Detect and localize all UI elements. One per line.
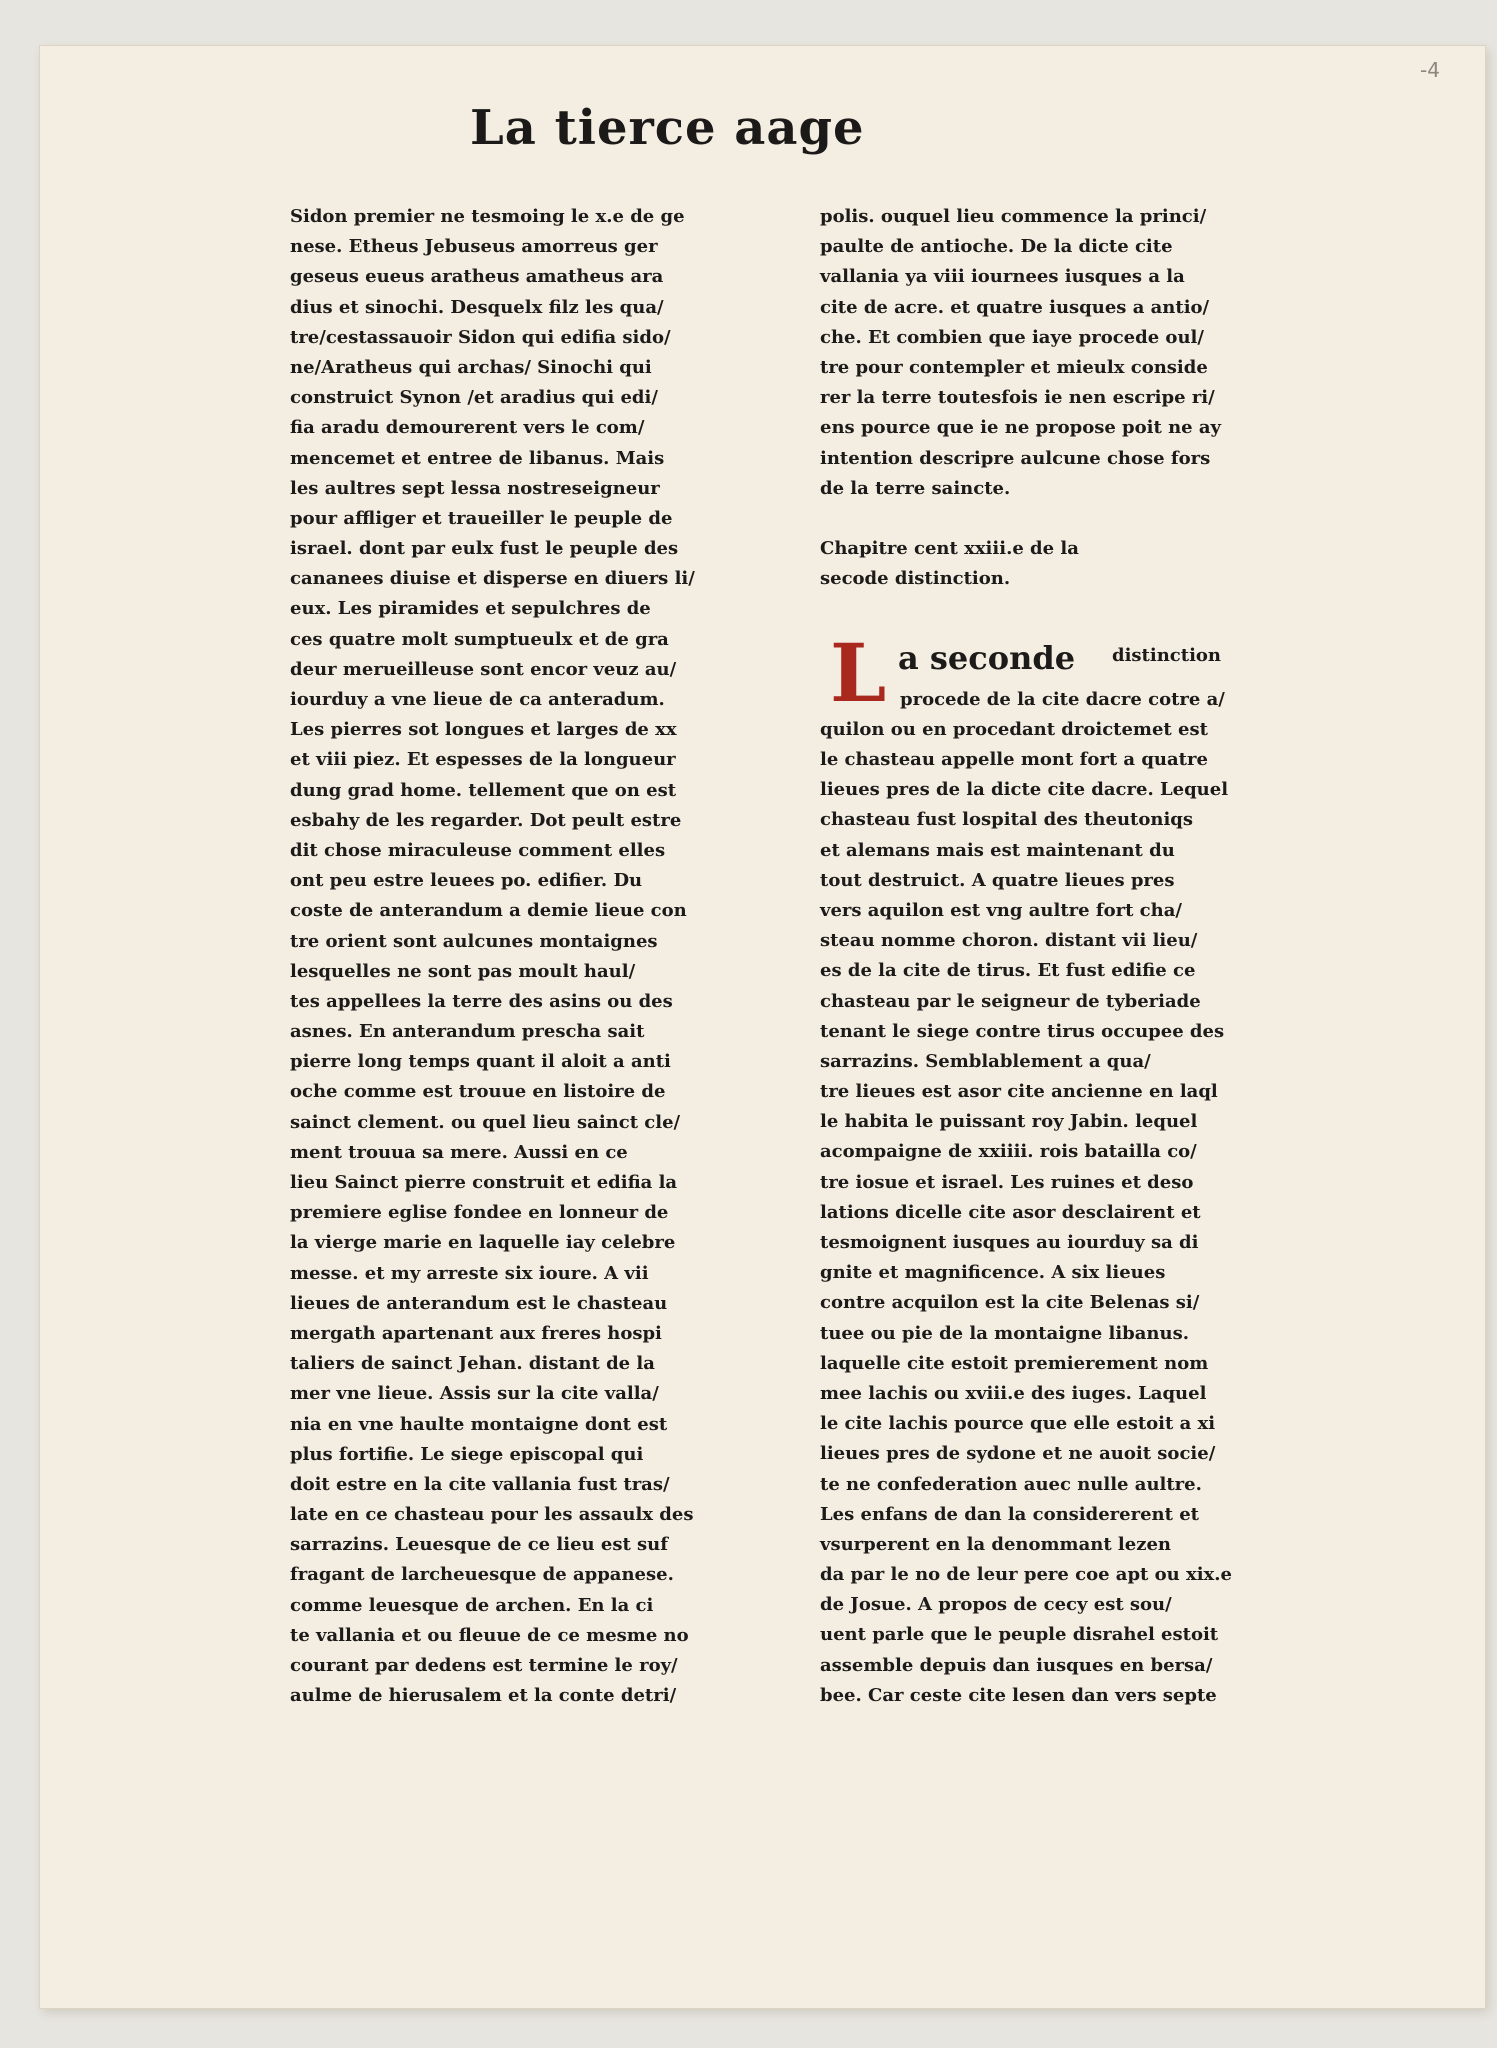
text-line: fragant de larcheuesque de appanese. bbox=[290, 1564, 674, 1586]
text-line: tuee ou pie de la montaigne libanus. bbox=[820, 1322, 1189, 1344]
text-line: quilon ou en procedant droictemet est bbox=[820, 718, 1208, 740]
text-line: lations dicelle cite asor desclairent et bbox=[820, 1201, 1201, 1223]
text-line: lieues de anterandum est le chasteau bbox=[290, 1292, 668, 1314]
text-line: sarrazins. Leuesque de ce lieu est suf bbox=[290, 1534, 669, 1556]
text-line: de la terre saincte. bbox=[820, 477, 1011, 499]
text-line: vsurperent en la denommant lezen bbox=[820, 1533, 1171, 1555]
text-line: es de la cite de tirus. Et fust edifie ce bbox=[820, 960, 1196, 982]
text-line: lieu Sainct pierre construit et edifia la bbox=[290, 1172, 678, 1193]
text-line: israel. dont par eulx fust le peuple des bbox=[290, 538, 679, 560]
text-line: te vallania et ou fleuue de ce mesme no bbox=[290, 1624, 689, 1646]
text-line: nese. Etheus Jebuseus amorreus ger bbox=[290, 236, 658, 258]
text-line: aulme de hierusalem et la conte detri/ bbox=[290, 1685, 677, 1707]
text-line: lieues pres de sydone et ne auoit socie/ bbox=[820, 1443, 1216, 1465]
text-line: lesquelles ne sont pas moult haul/ bbox=[290, 960, 636, 982]
text-line: steau nomme choron. distant vii lieu/ bbox=[820, 930, 1198, 952]
text-line: ces quatre molt sumptueulx et de gra bbox=[290, 628, 669, 650]
text-line: dit chose miraculeuse comment elles bbox=[290, 839, 666, 861]
text-line: premiere eglise fondee en lonneur de bbox=[290, 1202, 669, 1224]
text-line: Les enfans de dan la considererent et bbox=[820, 1503, 1199, 1525]
section-opening-word: a seconde bbox=[898, 638, 1076, 677]
text-line: tre iosue et israel. Les ruines et deso bbox=[820, 1171, 1194, 1193]
text-line: ne/Aratheus qui archas/ Sinochi qui bbox=[290, 356, 652, 378]
text-line: doit estre en la cite vallania fust tras/ bbox=[290, 1473, 670, 1495]
red-drop-initial: L bbox=[830, 625, 887, 720]
text-line: paulte de antioche. De la dicte cite bbox=[820, 236, 1173, 258]
section-opening-continued: distinction bbox=[1112, 644, 1222, 666]
text-line: tre lieues est asor cite ancienne en laql bbox=[820, 1081, 1218, 1103]
text-line: bee. Car ceste cite lesen dan vers septe bbox=[820, 1684, 1217, 1706]
text-line: tes appellees la terre des asins ou des bbox=[290, 990, 673, 1012]
text-line: le habita le puissant roy Jabin. lequel bbox=[820, 1111, 1198, 1133]
chapter-heading bbox=[820, 534, 1240, 594]
text-line: Sidon premier ne tesmoing le x.e de ge bbox=[290, 206, 685, 227]
text-line: laquelle cite estoit premierement nom bbox=[820, 1352, 1209, 1374]
text-line: les aultres sept lessa nostreseigneur bbox=[290, 477, 660, 499]
text-line: secode distinction. bbox=[820, 568, 1011, 590]
text-line: sarrazins. Semblablement a qua/ bbox=[820, 1050, 1151, 1072]
text-line: da par le no de leur pere coe apt ou xix.e bbox=[820, 1564, 1232, 1586]
text-line: de Josue. A propos de cecy est sou/ bbox=[820, 1594, 1172, 1616]
text-line: tre pour contempler et mieulx conside bbox=[820, 356, 1208, 378]
text-line: te ne confederation auec nulle aultre. bbox=[820, 1473, 1202, 1495]
spacer bbox=[820, 594, 1240, 624]
text-line: courant par dedens est termine le roy/ bbox=[290, 1655, 678, 1676]
text-line: assemble depuis dan iusques en bersa/ bbox=[820, 1654, 1213, 1676]
text-line: pierre long temps quant il aloit a anti bbox=[290, 1051, 671, 1073]
text-line: tre/cestassauoir Sidon qui edifia sido/ bbox=[290, 326, 671, 348]
text-line: che. Et combien que iaye procede oul/ bbox=[820, 326, 1204, 348]
right-column-top-block bbox=[820, 202, 1240, 504]
text-line: le cite lachis pource que elle estoit a xi bbox=[820, 1413, 1216, 1435]
text-line: polis. ouquel lieu commence la princi/ bbox=[820, 206, 1207, 227]
text-line: plus fortifie. Le siege episcopal qui bbox=[290, 1443, 644, 1465]
pencil-folio-mark: -4 bbox=[1420, 58, 1440, 82]
text-line: mee lachis ou xviii.e des iuges. Laquel bbox=[820, 1382, 1207, 1404]
text-line: oche comme est trouue en listoire de bbox=[290, 1081, 666, 1103]
text-line: iourduy a vne lieue de ca anteradum. bbox=[290, 689, 665, 710]
text-line: messe. et my arreste six ioure. A vii bbox=[290, 1262, 649, 1284]
text-line: cite de acre. et quatre iusques a antio/ bbox=[820, 296, 1210, 318]
text-line: dung grad home. tellement que on est bbox=[290, 779, 677, 801]
page-title: La tierce aage bbox=[470, 100, 865, 156]
text-line: intention descripre aulcune chose fors bbox=[820, 447, 1211, 469]
text-line: gnite et magnificence. A six lieues bbox=[820, 1262, 1166, 1284]
text-line: deur merueilleuse sont encor veuz au/ bbox=[290, 658, 677, 680]
text-line: coste de anterandum a demie lieue con bbox=[290, 900, 687, 922]
printed-leaf bbox=[40, 46, 1485, 2008]
text-line: asnes. En anterandum prescha sait bbox=[290, 1021, 645, 1043]
text-line: fia aradu demourerent vers le com/ bbox=[290, 417, 645, 439]
text-line: le chasteau appelle mont fort a quatre bbox=[820, 749, 1208, 770]
text-line: mer vne lieue. Assis sur la cite valla/ bbox=[290, 1383, 659, 1405]
text-line: late en ce chasteau pour les assaulx des bbox=[290, 1504, 694, 1526]
text-line: Les pierres sot longues et larges de xx bbox=[290, 719, 677, 741]
text-line: cananees diuise et disperse en diuers li/ bbox=[290, 568, 695, 590]
text-line: et viii piez. Et espesses de la longueur bbox=[290, 749, 676, 771]
text-line: mencemet et entree de libanus. Mais bbox=[290, 447, 665, 469]
text-line: contre acquilon est la cite Belenas si/ bbox=[820, 1292, 1200, 1314]
text-line: ens pource que ie ne propose poit ne ay bbox=[820, 417, 1221, 439]
text-line: eux. Les piramides et sepulchres de bbox=[290, 598, 651, 620]
text-line: lieues pres de la dicte cite dacre. Lequel bbox=[820, 779, 1229, 801]
text-line: tenant le siege contre tirus occupee des bbox=[820, 1020, 1225, 1042]
text-line: tout destruict. A quatre lieues pres bbox=[820, 869, 1175, 891]
right-text-column bbox=[820, 202, 1240, 1711]
text-line: mergath apartenant aux freres hospi bbox=[290, 1322, 662, 1344]
text-line: chasteau fust lospital des theutoniqs bbox=[820, 809, 1193, 831]
text-line: comme leuesque de archen. En la ci bbox=[290, 1594, 654, 1616]
text-line: et alemans mais est maintenant du bbox=[820, 839, 1175, 861]
text-line: tre orient sont aulcunes montaignes bbox=[290, 930, 658, 952]
text-line: la vierge marie en laquelle iay celebre bbox=[290, 1232, 676, 1254]
text-line: construict Synon /et aradius qui edi/ bbox=[290, 387, 658, 409]
right-column-bottom-block bbox=[820, 685, 1240, 1711]
text-line: Chapitre cent xxiii.e de la bbox=[820, 538, 1079, 560]
text-line: rer la terre toutesfois ie nen escripe ri/ bbox=[820, 387, 1215, 409]
text-line: sainct clement. ou quel lieu sainct cle/ bbox=[290, 1111, 681, 1133]
text-line: acompaigne de xxiiii. rois batailla co/ bbox=[820, 1141, 1197, 1163]
text-line: ont peu estre leuees po. edifier. Du bbox=[290, 870, 643, 892]
left-text-column bbox=[290, 202, 710, 1711]
text-line: uent parle que le peuple disrahel estoit bbox=[820, 1624, 1219, 1646]
text-line: tesmoignent iusques au iourduy sa di bbox=[820, 1232, 1199, 1253]
text-line: esbahy de les regarder. Dot peult estre bbox=[290, 809, 682, 831]
text-line: taliers de sainct Jehan. distant de la bbox=[290, 1353, 655, 1375]
text-line: chasteau par le seigneur de tyberiade bbox=[820, 990, 1201, 1012]
spacer bbox=[820, 504, 1240, 534]
text-line: geseus eueus aratheus amatheus ara bbox=[290, 266, 664, 288]
text-line: vers aquilon est vng aultre fort cha/ bbox=[820, 899, 1182, 921]
text-line: vallania ya viii iournees iusques a la bbox=[820, 266, 1185, 288]
text-line: ment trouua sa mere. Aussi en ce bbox=[290, 1141, 628, 1163]
text-line: dius et sinochi. Desquelx filz les qua/ bbox=[290, 296, 664, 318]
text-line: nia en vne haulte montaigne dont est bbox=[290, 1413, 668, 1435]
text-line: pour affliger et traueiller le peuple de bbox=[290, 507, 673, 529]
text-line: procede de la cite dacre cotre a/ bbox=[900, 688, 1225, 710]
